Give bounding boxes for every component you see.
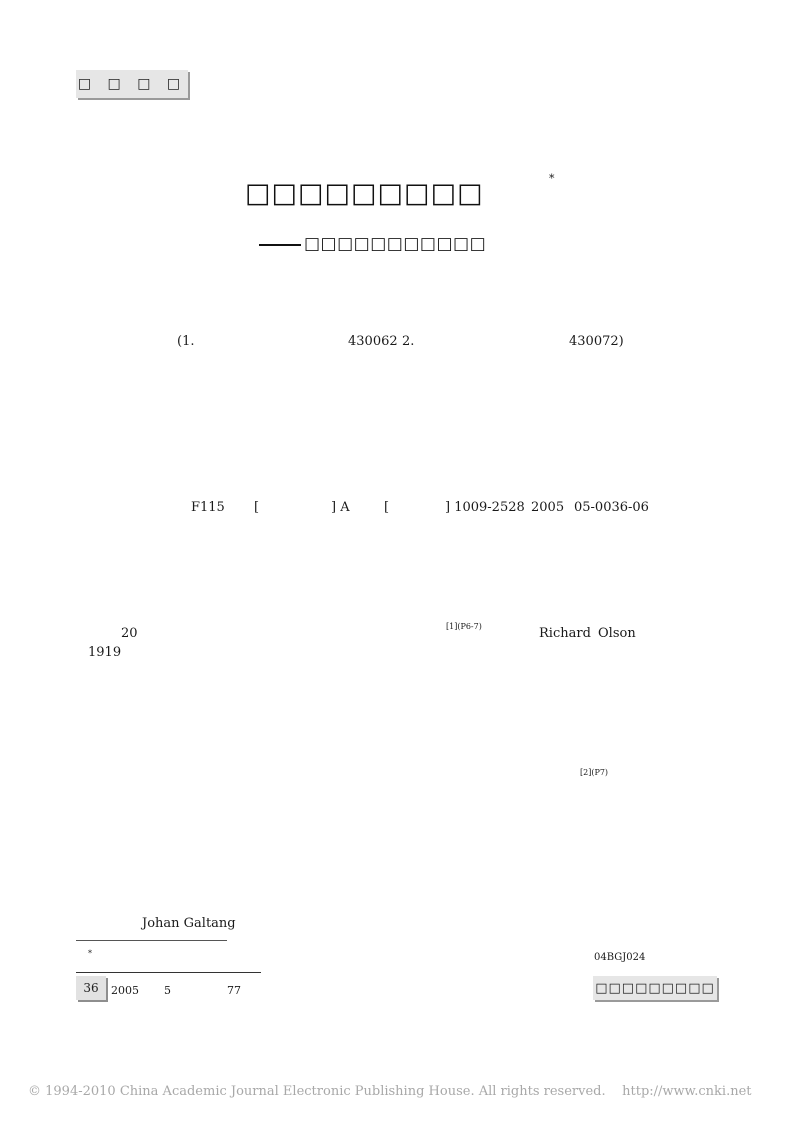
issue-number: 77 [227, 984, 241, 997]
grant-number: 04BGJ024 [594, 952, 646, 963]
body-year: 1919 [88, 645, 122, 660]
issue-month: 5 [164, 984, 171, 997]
article-subtitle: □□□□□□□□□□□ [304, 234, 487, 254]
issn: ] 1009-2528 [445, 500, 525, 515]
doc-code-bracket-open: [ [254, 500, 260, 515]
affiliation-part1: (1. [177, 334, 195, 349]
issue-year: 2005 [111, 984, 139, 997]
affiliation-zip2: 430072) [569, 334, 624, 349]
page-number: 36 [76, 976, 106, 1000]
citation-ref-2: [2](P7) [580, 768, 609, 777]
article-title: □□□□□□□□□ [245, 178, 484, 209]
body-name-richard: Richard [539, 626, 591, 641]
title-footnote-marker: * [549, 172, 555, 185]
doc-code: ] A [331, 500, 350, 515]
footnote-marker: * [88, 949, 92, 958]
article-pages: 05-0036-06 [574, 500, 649, 515]
body-name-galtang: Johan Galtang [142, 916, 236, 931]
body-number: 20 [121, 626, 138, 641]
clc-number: F115 [191, 500, 225, 515]
citation-ref-1: [1](P6-7) [446, 622, 482, 631]
affiliation-zip1: 430062 [348, 334, 398, 349]
subtitle-dash [259, 244, 301, 246]
article-year: 2005 [531, 500, 565, 515]
copyright-notice: © 1994-2010 China Academic Journal Electronic Publishing House. All rights reserved. http://www.cnki.net [28, 1084, 752, 1099]
section-tag: □ □ □ □ [76, 70, 188, 98]
journal-name: □□□□□□□□□ [593, 976, 717, 1000]
footer-rule [76, 972, 261, 973]
article-id-bracket-open: [ [384, 500, 390, 515]
affiliation-part2: 2. [402, 334, 415, 349]
footnote-rule [76, 940, 227, 941]
body-name-olson: Olson [598, 626, 636, 641]
